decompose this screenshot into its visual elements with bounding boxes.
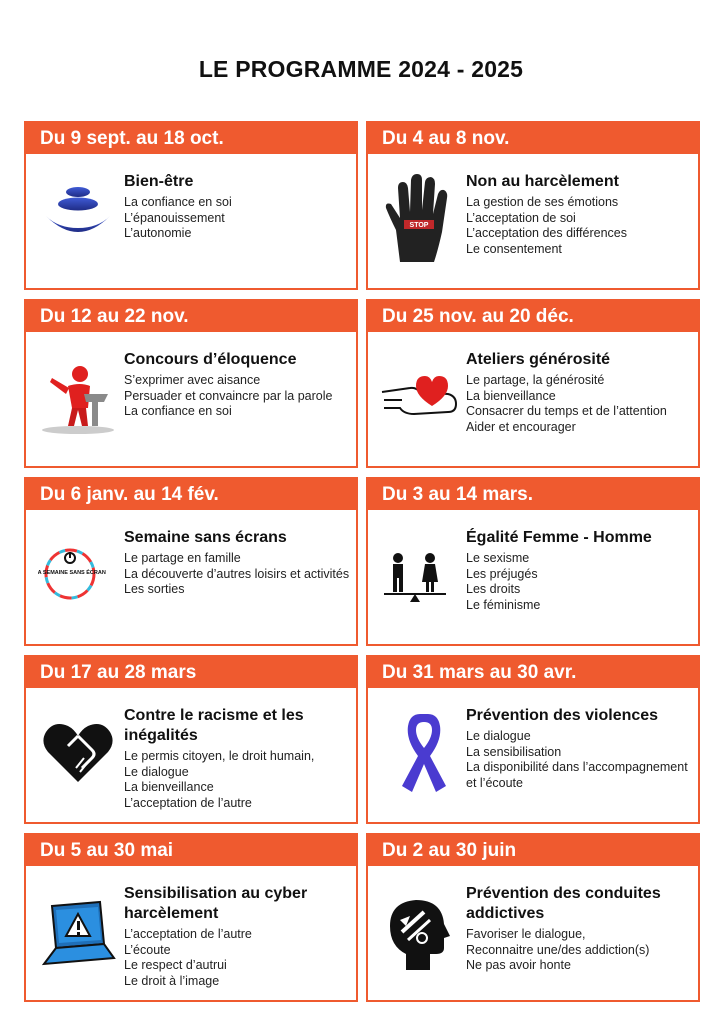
card-item: La disponibilité dans l’accompagnement et l’écoute: [466, 760, 688, 790]
card-item: La sensibilisation: [466, 744, 562, 759]
program-card-bien-etre: [24, 121, 358, 290]
card-period: Du 6 janv. au 14 fév.: [26, 479, 356, 510]
stacked-stones-icon: [38, 178, 118, 258]
card-item: Le permis citoyen, le droit humain,: [124, 749, 315, 763]
program-card-racisme: [24, 655, 358, 824]
card-title: Égalité Femme - Homme: [466, 529, 652, 546]
card-item: Le féminisme: [466, 597, 541, 612]
card-period: Du 17 au 28 mars: [26, 657, 356, 688]
card-period: Du 3 au 14 mars.: [368, 479, 698, 510]
card-item: L’acceptation des différences: [466, 226, 627, 240]
card-item: Favoriser le dialogue,: [466, 927, 586, 941]
stop-hand-icon: [380, 174, 460, 254]
card-item: Le dialogue: [466, 729, 531, 743]
card-item: Le sexisme: [466, 551, 530, 565]
card-item: Le consentement: [466, 241, 562, 256]
card-item: La gestion de ses émotions: [466, 195, 619, 209]
card-title: Sensibilisation au cyber harcèlement: [124, 885, 308, 922]
awareness-ribbon-icon: [380, 708, 460, 788]
card-item: Les droits: [466, 582, 521, 596]
card-item: La confiance en soi: [124, 195, 232, 209]
card-period: Du 4 au 8 nov.: [368, 123, 698, 154]
card-title: Bien-être: [124, 173, 194, 190]
card-period: Du 25 nov. au 20 déc.: [368, 301, 698, 332]
card-item: Aider et encourager: [466, 419, 576, 434]
card-title: Prévention des violences: [466, 707, 659, 724]
card-item: L’autonomie: [124, 226, 192, 240]
card-item: La bienveillance: [466, 388, 556, 403]
card-item: S’exprimer avec aisance: [124, 373, 261, 387]
card-title: Prévention des conduites addictives: [466, 885, 661, 922]
card-item: Le dialogue: [124, 764, 189, 779]
card-period: Du 5 au 30 mai: [26, 835, 356, 866]
speaker-podium-icon: [38, 364, 118, 444]
card-item: Ne pas avoir honte: [466, 958, 571, 972]
card-item: L’acceptation de l’autre: [124, 927, 252, 941]
gender-balance-icon: [380, 550, 460, 630]
laptop-warning-icon: [38, 900, 118, 980]
program-card-egalite: [366, 477, 700, 646]
card-title: Contre le racisme et les inégalités: [124, 707, 304, 744]
addiction-head-icon: [380, 894, 460, 974]
card-item: Le respect d’autrui: [124, 958, 227, 972]
card-title: Concours d’éloquence: [124, 351, 297, 368]
card-title: Non au harcèlement: [466, 173, 619, 190]
program-card-eloquence: [24, 299, 358, 468]
page-title: LE PROGRAMME 2024 - 2025: [198, 56, 524, 82]
card-item: Reconnaitre une/des addiction(s): [466, 942, 650, 957]
card-item: Les préjugés: [466, 566, 538, 581]
card-item: La confiance en soi: [124, 404, 232, 418]
card-period: Du 31 mars au 30 avr.: [368, 657, 698, 688]
program-card-cyber: [24, 833, 358, 1002]
program-card-harcelement: [366, 121, 700, 290]
heart-handshake-icon: [38, 716, 118, 796]
program-card-generosite: [366, 299, 700, 468]
card-item: L’épanouissement: [124, 210, 225, 225]
program-card-violences: [366, 655, 700, 824]
card-title: Ateliers générosité: [466, 351, 611, 368]
card-item: L’écoute: [124, 942, 171, 957]
card-item: Persuader et convaincre par la parole: [124, 388, 333, 403]
card-period: Du 12 au 22 nov.: [26, 301, 356, 332]
card-item: L’acceptation de soi: [466, 210, 576, 225]
card-item: Le partage en famille: [124, 551, 241, 565]
card-item: Le droit à l’image: [124, 973, 220, 988]
card-item: L’acceptation de l’autre: [124, 795, 252, 810]
screen-free-label: LA SEMAINE SANS ÉCRAN: [38, 570, 106, 576]
program-card-addictions: [366, 833, 700, 1002]
card-period: Du 2 au 30 juin: [368, 835, 698, 866]
heart-in-hand-icon: [380, 372, 460, 452]
stop-label: STOP: [409, 222, 429, 229]
card-title: Semaine sans écrans: [124, 529, 287, 546]
card-item: Le partage, la générosité: [466, 373, 605, 387]
card-item: La bienveillance: [124, 780, 214, 794]
card-period: Du 9 sept. au 18 oct.: [26, 123, 356, 154]
program-card-sans-ecrans: [24, 477, 358, 646]
card-item: Les sorties: [124, 582, 185, 596]
card-item: La découverte d’autres loisirs et activités: [124, 566, 350, 581]
card-item: Consacrer du temps et de l’attention: [466, 404, 667, 418]
screen-free-week-icon: [38, 544, 118, 624]
